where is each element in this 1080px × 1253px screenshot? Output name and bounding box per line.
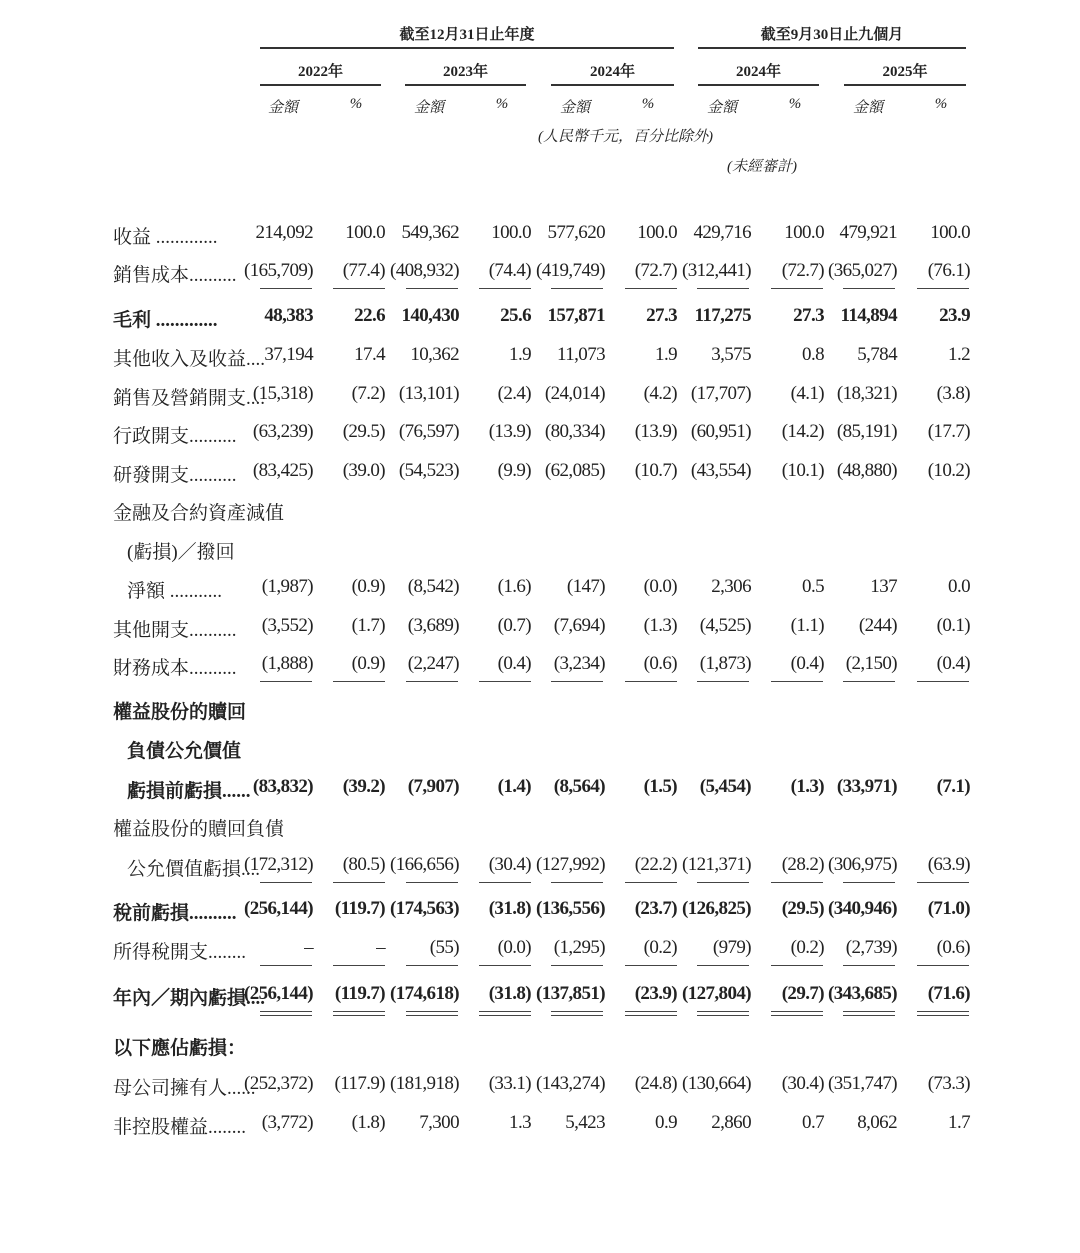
amount-cell: (8,564) bbox=[553, 776, 605, 797]
percent-cell: (1.6) bbox=[497, 576, 531, 597]
percent-cell: 25.6 bbox=[500, 305, 531, 326]
amount-cell: (85,191) bbox=[836, 421, 897, 442]
amount-cell: (306,975) bbox=[827, 854, 897, 875]
amount-cell: (252,372) bbox=[243, 1073, 313, 1094]
double-underline-rule bbox=[843, 1015, 895, 1016]
underline-rule bbox=[771, 1011, 823, 1012]
amount-cell: (1,987) bbox=[261, 576, 313, 597]
amount-cell: (166,656) bbox=[389, 854, 459, 875]
row-label: 稅前虧損.......... bbox=[113, 903, 237, 924]
underline-rule bbox=[843, 288, 895, 289]
amount-cell: (4,525) bbox=[699, 615, 751, 636]
row-label: 毛利 ............. bbox=[113, 310, 218, 331]
percent-cell: (39.0) bbox=[342, 460, 385, 481]
percent-cell: (117.9) bbox=[334, 1073, 385, 1094]
percent-cell: (7.2) bbox=[351, 383, 385, 404]
amount-cell: (3,689) bbox=[407, 615, 459, 636]
amount-cell: (18,321) bbox=[836, 383, 897, 404]
row-label: 以下應佔虧損： bbox=[113, 1038, 247, 1059]
percent-cell: (76.1) bbox=[927, 260, 970, 281]
amount-cell: (60,951) bbox=[690, 421, 751, 442]
amount-cell: – bbox=[304, 937, 313, 958]
amount-cell: 137 bbox=[870, 576, 897, 597]
underline-rule bbox=[260, 1011, 312, 1012]
percent-cell: (31.8) bbox=[488, 898, 531, 919]
amount-cell: 7,300 bbox=[419, 1112, 459, 1133]
percent-cell: (4.2) bbox=[643, 383, 677, 404]
underline-rule bbox=[771, 965, 823, 966]
year-2024: 2024年 bbox=[589, 64, 635, 80]
percent-cell: (17.7) bbox=[927, 421, 970, 442]
amount-cell: (181,918) bbox=[389, 1073, 459, 1094]
percent-cell: (13.9) bbox=[488, 421, 531, 442]
underline-rule bbox=[771, 288, 823, 289]
amount-cell: 5,784 bbox=[857, 344, 897, 365]
year-rule-2022 bbox=[260, 84, 381, 86]
amount-cell: 140,430 bbox=[401, 305, 459, 326]
percent-cell: (0.0) bbox=[643, 576, 677, 597]
amount-cell: 48,383 bbox=[264, 305, 313, 326]
amount-cell: (174,563) bbox=[389, 898, 459, 919]
percent-cell: (2.4) bbox=[497, 383, 531, 404]
percent-cell: (29.7) bbox=[781, 983, 824, 1004]
percent-cell: (1.3) bbox=[643, 615, 677, 636]
year-rule-2025-9m bbox=[844, 84, 966, 86]
underline-rule bbox=[697, 882, 749, 883]
double-underline-rule bbox=[771, 1015, 823, 1016]
row-label: 行政開支.......... bbox=[113, 426, 237, 447]
percent-cell: (80.5) bbox=[342, 854, 385, 875]
row-label: (虧損)／撥回 bbox=[127, 542, 235, 563]
percent-cell: (30.4) bbox=[781, 1073, 824, 1094]
amount-cell: 10,362 bbox=[410, 344, 459, 365]
percent-cell: 1.9 bbox=[509, 344, 531, 365]
underline-rule bbox=[260, 882, 312, 883]
row-label: 權益股份的贖回負債 bbox=[113, 819, 285, 840]
amount-cell: (62,085) bbox=[544, 460, 605, 481]
amount-cell: (127,992) bbox=[535, 854, 605, 875]
underline-rule bbox=[917, 288, 969, 289]
percent-cell: (39.2) bbox=[342, 776, 385, 797]
header-group-fiscal-year: 截至12月31日止年度 bbox=[399, 27, 535, 43]
year-rule-2024 bbox=[551, 84, 674, 86]
percent-cell: (29.5) bbox=[342, 421, 385, 442]
amount-column-header: 金額 bbox=[706, 100, 737, 116]
amount-cell: (340,946) bbox=[827, 898, 897, 919]
underline-rule bbox=[697, 1011, 749, 1012]
percent-cell: – bbox=[376, 937, 385, 958]
percent-cell: 100.0 bbox=[784, 222, 824, 243]
amount-cell: 11,073 bbox=[557, 344, 605, 365]
percent-cell: (0.6) bbox=[643, 653, 677, 674]
amount-cell: (55) bbox=[429, 937, 459, 958]
percent-cell: 100.0 bbox=[930, 222, 970, 243]
percent-cell: 0.8 bbox=[802, 344, 824, 365]
amount-cell: (244) bbox=[858, 615, 897, 636]
amount-cell: 2,306 bbox=[711, 576, 751, 597]
amount-cell: 429,716 bbox=[693, 222, 751, 243]
amount-cell: (76,597) bbox=[398, 421, 459, 442]
amount-cell: (63,239) bbox=[252, 421, 313, 442]
underline-rule bbox=[625, 882, 677, 883]
double-underline-rule bbox=[551, 1015, 603, 1016]
amount-cell: (8,542) bbox=[407, 576, 459, 597]
amount-cell: 2,860 bbox=[711, 1112, 751, 1133]
row-label: 銷售及營銷開支.... bbox=[113, 388, 266, 409]
header-group-nine-months: 截至9月30日止九個月 bbox=[760, 27, 904, 43]
amount-cell: 479,921 bbox=[839, 222, 897, 243]
row-label: 權益股份的贖回 bbox=[113, 702, 247, 723]
percent-cell: (0.9) bbox=[351, 576, 385, 597]
amount-cell: (979) bbox=[712, 937, 751, 958]
percent-cell: (30.4) bbox=[488, 854, 531, 875]
amount-cell: (1,295) bbox=[553, 937, 605, 958]
percent-cell: (72.7) bbox=[634, 260, 677, 281]
amount-cell: 577,620 bbox=[547, 222, 605, 243]
underline-rule bbox=[406, 288, 458, 289]
double-underline-rule bbox=[333, 1015, 385, 1016]
percent-cell: (29.5) bbox=[781, 898, 824, 919]
underline-rule bbox=[551, 681, 603, 682]
percent-cell: (0.1) bbox=[936, 615, 970, 636]
currency-note: (人民幣千元，百分比除外) bbox=[538, 129, 713, 145]
percent-cell: 27.3 bbox=[793, 305, 824, 326]
amount-cell: (121,371) bbox=[681, 854, 751, 875]
underline-rule bbox=[479, 882, 531, 883]
underline-rule bbox=[551, 965, 603, 966]
amount-cell: 5,423 bbox=[565, 1112, 605, 1133]
amount-cell: (312,441) bbox=[681, 260, 751, 281]
row-label: 其他收入及收益.... bbox=[113, 349, 266, 370]
percent-cell: (33.1) bbox=[488, 1073, 531, 1094]
underline-rule bbox=[917, 965, 969, 966]
underline-rule bbox=[333, 681, 385, 682]
amount-cell: (1,873) bbox=[699, 653, 751, 674]
percent-cell: 1.2 bbox=[948, 344, 970, 365]
double-underline-rule bbox=[406, 1015, 458, 1016]
percent-cell: (74.4) bbox=[488, 260, 531, 281]
percent-cell: (1.5) bbox=[643, 776, 677, 797]
amount-cell: (408,932) bbox=[389, 260, 459, 281]
row-label: 淨額 ........... bbox=[127, 581, 223, 602]
amount-cell: (13,101) bbox=[398, 383, 459, 404]
amount-cell: (3,772) bbox=[261, 1112, 313, 1133]
percent-cell: (0.6) bbox=[936, 937, 970, 958]
percent-cell: (0.0) bbox=[497, 937, 531, 958]
percent-cell: 100.0 bbox=[491, 222, 531, 243]
percent-cell: 0.5 bbox=[802, 576, 824, 597]
double-underline-rule bbox=[697, 1015, 749, 1016]
percent-column-header: % bbox=[934, 96, 948, 112]
underline-rule bbox=[333, 288, 385, 289]
percent-cell: (22.2) bbox=[634, 854, 677, 875]
percent-cell: 1.3 bbox=[509, 1112, 531, 1133]
double-underline-rule bbox=[917, 1015, 969, 1016]
row-label: 負債公允價值 bbox=[127, 741, 242, 762]
underline-rule bbox=[843, 882, 895, 883]
amount-cell: (137,851) bbox=[535, 983, 605, 1004]
amount-cell: 8,062 bbox=[857, 1112, 897, 1133]
amount-cell: (17,707) bbox=[690, 383, 751, 404]
underline-rule bbox=[479, 681, 531, 682]
underline-rule bbox=[406, 882, 458, 883]
percent-column-header: % bbox=[641, 96, 655, 112]
percent-cell: (77.4) bbox=[342, 260, 385, 281]
underline-rule bbox=[333, 882, 385, 883]
percent-cell: (1.1) bbox=[790, 615, 824, 636]
percent-cell: 23.9 bbox=[939, 305, 970, 326]
percent-cell: 22.6 bbox=[354, 305, 385, 326]
percent-cell: (24.8) bbox=[634, 1073, 677, 1094]
unaudited-note: (未經審計) bbox=[727, 159, 797, 175]
percent-cell: (7.1) bbox=[936, 776, 970, 797]
amount-cell: (2,739) bbox=[845, 937, 897, 958]
row-label: 財務成本.......... bbox=[113, 658, 237, 679]
underline-rule bbox=[625, 288, 677, 289]
percent-cell: (71.0) bbox=[927, 898, 970, 919]
underline-rule bbox=[843, 1011, 895, 1012]
double-underline-rule bbox=[625, 1015, 677, 1016]
amount-cell: (33,971) bbox=[836, 776, 897, 797]
underline-rule bbox=[551, 882, 603, 883]
amount-cell: (143,274) bbox=[535, 1073, 605, 1094]
percent-cell: (3.8) bbox=[936, 383, 970, 404]
amount-cell: 214,092 bbox=[255, 222, 313, 243]
percent-cell: 100.0 bbox=[637, 222, 677, 243]
percent-cell: (10.7) bbox=[634, 460, 677, 481]
row-label: 收益 ............. bbox=[113, 227, 218, 248]
amount-cell: (2,150) bbox=[845, 653, 897, 674]
header-rule-nine-months bbox=[698, 47, 966, 49]
underline-rule bbox=[551, 288, 603, 289]
row-label: 研發開支.......... bbox=[113, 465, 237, 486]
underline-rule bbox=[697, 965, 749, 966]
row-label: 年內／期內虧損.... bbox=[113, 988, 266, 1009]
amount-cell: (174,618) bbox=[389, 983, 459, 1004]
percent-cell: (0.9) bbox=[351, 653, 385, 674]
underline-rule bbox=[843, 681, 895, 682]
amount-cell: (256,144) bbox=[243, 898, 313, 919]
underline-rule bbox=[333, 965, 385, 966]
amount-cell: (80,334) bbox=[544, 421, 605, 442]
percent-cell: 27.3 bbox=[646, 305, 677, 326]
row-label: 母公司擁有人...... bbox=[113, 1078, 256, 1099]
amount-cell: (1,888) bbox=[261, 653, 313, 674]
percent-cell: (0.4) bbox=[790, 653, 824, 674]
percent-cell: (1.4) bbox=[497, 776, 531, 797]
underline-rule bbox=[479, 288, 531, 289]
underline-rule bbox=[917, 882, 969, 883]
percent-cell: (0.2) bbox=[643, 937, 677, 958]
amount-cell: (419,749) bbox=[535, 260, 605, 281]
underline-rule bbox=[771, 882, 823, 883]
amount-column-header: 金額 bbox=[852, 100, 883, 116]
row-label: 虧損前虧損...... bbox=[127, 781, 251, 802]
percent-cell: (0.2) bbox=[790, 937, 824, 958]
underline-rule bbox=[697, 681, 749, 682]
amount-cell: 114,894 bbox=[840, 305, 897, 326]
underline-rule bbox=[697, 288, 749, 289]
percent-cell: 1.9 bbox=[655, 344, 677, 365]
amount-cell: (2,247) bbox=[407, 653, 459, 674]
underline-rule bbox=[771, 681, 823, 682]
underline-rule bbox=[917, 1011, 969, 1012]
amount-cell: (5,454) bbox=[699, 776, 751, 797]
amount-cell: 37,194 bbox=[264, 344, 313, 365]
row-label: 其他開支.......... bbox=[113, 620, 237, 641]
percent-cell: (28.2) bbox=[781, 854, 824, 875]
percent-cell: (9.9) bbox=[497, 460, 531, 481]
percent-cell: (13.9) bbox=[634, 421, 677, 442]
percent-column-header: % bbox=[349, 96, 363, 112]
underline-rule bbox=[625, 681, 677, 682]
amount-cell: (343,685) bbox=[827, 983, 897, 1004]
year-2025-9m: 2025年 bbox=[882, 64, 928, 80]
percent-cell: (0.4) bbox=[936, 653, 970, 674]
amount-cell: (365,027) bbox=[827, 260, 897, 281]
amount-cell: (130,664) bbox=[681, 1073, 751, 1094]
amount-cell: (24,014) bbox=[544, 383, 605, 404]
underline-rule bbox=[625, 1011, 677, 1012]
amount-cell: (165,709) bbox=[243, 260, 313, 281]
amount-cell: (127,804) bbox=[681, 983, 751, 1004]
underline-rule bbox=[406, 681, 458, 682]
underline-rule bbox=[625, 965, 677, 966]
row-label: 銷售成本.......... bbox=[113, 265, 237, 286]
double-underline-rule bbox=[260, 1015, 312, 1016]
percent-cell: (63.9) bbox=[927, 854, 970, 875]
percent-column-header: % bbox=[495, 96, 509, 112]
row-label: 公允價值虧損.... bbox=[127, 859, 261, 880]
amount-cell: (43,554) bbox=[690, 460, 751, 481]
amount-cell: (351,747) bbox=[827, 1073, 897, 1094]
underline-rule bbox=[843, 965, 895, 966]
percent-cell: (23.9) bbox=[634, 983, 677, 1004]
percent-cell: 0.0 bbox=[948, 576, 970, 597]
year-rule-2023 bbox=[405, 84, 526, 86]
percent-cell: (1.8) bbox=[351, 1112, 385, 1133]
percent-column-header: % bbox=[788, 96, 802, 112]
percent-cell: (10.1) bbox=[781, 460, 824, 481]
amount-cell: (147) bbox=[566, 576, 605, 597]
amount-cell: 157,871 bbox=[547, 305, 605, 326]
percent-cell: 0.9 bbox=[655, 1112, 677, 1133]
percent-cell: (14.2) bbox=[781, 421, 824, 442]
row-label: 金融及合約資產減值 bbox=[113, 503, 285, 524]
underline-rule bbox=[551, 1011, 603, 1012]
double-underline-rule bbox=[479, 1015, 531, 1016]
percent-cell: (1.3) bbox=[790, 776, 824, 797]
amount-cell: (126,825) bbox=[681, 898, 751, 919]
underline-rule bbox=[260, 288, 312, 289]
percent-cell: (119.7) bbox=[334, 983, 385, 1004]
percent-cell: (0.4) bbox=[497, 653, 531, 674]
underline-rule bbox=[479, 1011, 531, 1012]
amount-cell: (172,312) bbox=[243, 854, 313, 875]
percent-cell: (72.7) bbox=[781, 260, 824, 281]
percent-cell: (23.7) bbox=[634, 898, 677, 919]
amount-column-header: 金額 bbox=[267, 100, 298, 116]
amount-cell: 117,275 bbox=[694, 305, 751, 326]
percent-cell: (71.6) bbox=[927, 983, 970, 1004]
percent-cell: (119.7) bbox=[334, 898, 385, 919]
amount-cell: (256,144) bbox=[243, 983, 313, 1004]
amount-column-header: 金額 bbox=[559, 100, 590, 116]
amount-cell: (48,880) bbox=[836, 460, 897, 481]
amount-cell: 549,362 bbox=[401, 222, 459, 243]
year-2022: 2022年 bbox=[297, 64, 343, 80]
amount-cell: (7,694) bbox=[553, 615, 605, 636]
row-label: 非控股權益........ bbox=[113, 1117, 247, 1138]
percent-cell: 17.4 bbox=[354, 344, 385, 365]
underline-rule bbox=[479, 965, 531, 966]
year-2023: 2023年 bbox=[442, 64, 488, 80]
percent-cell: (1.7) bbox=[351, 615, 385, 636]
percent-cell: (73.3) bbox=[927, 1073, 970, 1094]
amount-cell: (3,552) bbox=[261, 615, 313, 636]
amount-cell: (83,425) bbox=[252, 460, 313, 481]
underline-rule bbox=[333, 1011, 385, 1012]
amount-column-header: 金額 bbox=[413, 100, 444, 116]
amount-cell: (136,556) bbox=[535, 898, 605, 919]
amount-cell: (83,832) bbox=[252, 776, 313, 797]
amount-cell: (3,234) bbox=[553, 653, 605, 674]
percent-cell: (10.2) bbox=[927, 460, 970, 481]
amount-cell: (15,318) bbox=[252, 383, 313, 404]
underline-rule bbox=[260, 965, 312, 966]
year-rule-2024-9m bbox=[698, 84, 819, 86]
header-rule-fiscal-year bbox=[260, 47, 674, 49]
percent-cell: 100.0 bbox=[345, 222, 385, 243]
percent-cell: 0.7 bbox=[802, 1112, 824, 1133]
underline-rule bbox=[260, 681, 312, 682]
underline-rule bbox=[406, 965, 458, 966]
percent-cell: (31.8) bbox=[488, 983, 531, 1004]
amount-cell: (7,907) bbox=[407, 776, 459, 797]
year-2024-9m: 2024年 bbox=[735, 64, 781, 80]
amount-cell: 3,575 bbox=[711, 344, 751, 365]
percent-cell: (0.7) bbox=[497, 615, 531, 636]
percent-cell: 1.7 bbox=[948, 1112, 970, 1133]
row-label: 所得稅開支........ bbox=[113, 942, 247, 963]
underline-rule bbox=[917, 681, 969, 682]
percent-cell: (4.1) bbox=[790, 383, 824, 404]
amount-cell: (54,523) bbox=[398, 460, 459, 481]
underline-rule bbox=[406, 1011, 458, 1012]
